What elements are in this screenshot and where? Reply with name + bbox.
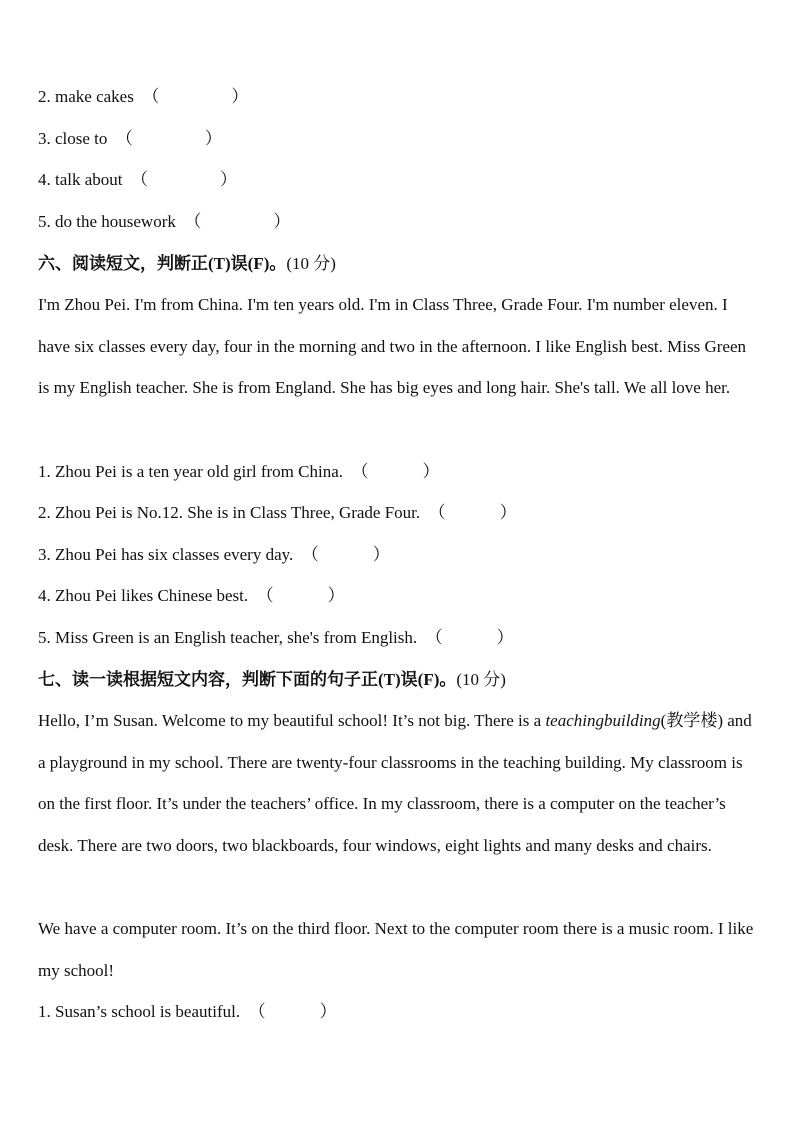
- section-7-passage-2: We have a computer room. It’s on the third floor. Next to the computer room there is a music room. I like my school!: [38, 919, 754, 980]
- section-7-heading: 七、读一读根据短文内容，判断下面的句子正(T)误(F)。(10 分): [38, 670, 506, 689]
- question-item: 2. Zhou Pei is No.12. She is in Class Three, Grade Four. （ ）: [38, 503, 517, 522]
- phrase-item: 3. close to （ ）: [38, 129, 222, 148]
- question-item: 3. Zhou Pei has six classes every day. （ ）: [38, 545, 390, 564]
- phrase-item: 4. talk about （ ）: [38, 170, 238, 189]
- section-7-passage: Hello, I’m Susan. Welcome to my beautiful school! It’s not big. There is a teachingbuilding(教学楼) and a playground in my school. There are twenty-four classrooms in the teaching building. My classroom is on the first floor. It’s under the teachers’ office. In my classroom, there is a computer on the teacher’s desk. There are two doors, two blackboards, four windows, eight lights and many desks and chairs.: [38, 711, 752, 855]
- section-6-passage: I'm Zhou Pei. I'm from China. I'm ten years old. I'm in Class Three, Grade Four. I'm number eleven. I have six classes every day, four in the morning and two in the afternoon. I like English best. Miss Green is my English teacher. She is from England. She has big eyes and long hair. She's tall. We all love her.: [38, 295, 747, 397]
- phrase-item: 2. make cakes （ ）: [38, 87, 249, 106]
- question-item: 1. Zhou Pei is a ten year old girl from China. （ ）: [38, 462, 440, 481]
- question-item: 4. Zhou Pei likes Chinese best. （ ）: [38, 586, 345, 605]
- phrase-item: 5. do the housework （ ）: [38, 212, 291, 231]
- question-item: 5. Miss Green is an English teacher, she's from English. （ ）: [38, 628, 514, 647]
- question-item: 1. Susan’s school is beautiful. （ ）: [38, 1002, 337, 1021]
- section-6-heading: 六、阅读短文，判断正(T)误(F)。(10 分): [38, 254, 336, 273]
- italic-term: teachingbuilding: [545, 711, 661, 730]
